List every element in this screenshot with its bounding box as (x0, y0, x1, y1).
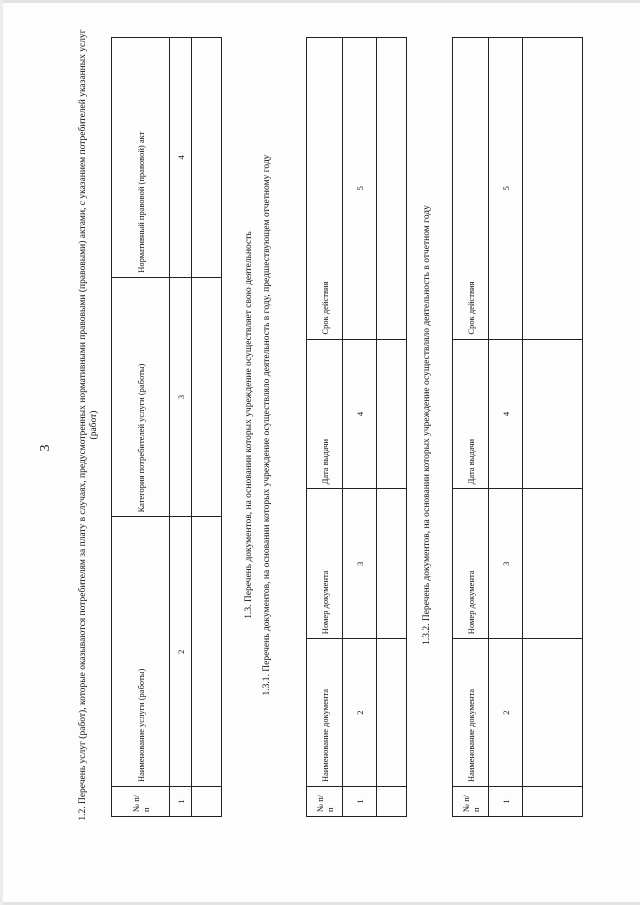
header-cell: Номер документа (453, 489, 489, 639)
empty-cell (523, 38, 583, 340)
empty-cell (523, 339, 583, 489)
number-cell: 1 (343, 787, 377, 817)
header-cell: Категория потребителей услуги (работы) (112, 277, 170, 517)
number-cell: 1 (489, 787, 523, 817)
header-cell: № п/п (453, 787, 489, 817)
header-cell: Дата выдачи (453, 339, 489, 489)
empty-cell (377, 38, 407, 340)
empty-cell (192, 38, 222, 278)
table-documents-current-year (452, 37, 583, 817)
empty-cell (377, 489, 407, 639)
empty-cell (523, 639, 583, 787)
empty-cell (377, 339, 407, 489)
header-cell: Дата выдачи (307, 339, 343, 489)
table-row-empty (523, 38, 583, 817)
table-documents-previous-year (306, 37, 407, 817)
table-number-row (170, 38, 192, 817)
table-paid-services (111, 37, 222, 817)
header-cell: № п/п (307, 787, 343, 817)
table-header-row (307, 38, 343, 817)
number-cell: 3 (489, 489, 523, 639)
empty-cell (377, 639, 407, 787)
empty-cell (192, 517, 222, 787)
empty-cell (523, 489, 583, 639)
table-header-row (112, 38, 170, 817)
header-cell: Наименование документа (453, 639, 489, 787)
empty-cell (192, 277, 222, 517)
table-header-row (453, 38, 489, 817)
header-cell: Номер документа (307, 489, 343, 639)
number-cell: 2 (170, 517, 192, 787)
empty-cell (523, 787, 583, 817)
header-cell: Наименование документа (307, 639, 343, 787)
table-row-empty (192, 38, 222, 817)
header-cell: Нормативный правовой (правовой) акт (112, 38, 170, 278)
number-cell: 4 (343, 339, 377, 489)
number-cell: 3 (343, 489, 377, 639)
header-cell: Срок действия (453, 38, 489, 340)
caption-1-2: 1.2. Перечень услуг (работ), которые оказываются потребителям за плату в случаях, предусмотренных нормативными правовыми (правовыми) актами, с указанием потребителей указанных услуг (работ) (78, 29, 99, 821)
header-cell: Срок действия (307, 38, 343, 340)
table-number-row (343, 38, 377, 817)
header-cell: Наименование услуги (работы) (112, 517, 170, 787)
table-row-empty (377, 38, 407, 817)
number-cell: 4 (489, 339, 523, 489)
table-number-row (489, 38, 523, 817)
empty-cell (377, 787, 407, 817)
header-cell: № п/п (112, 787, 170, 817)
page-number: 3 (38, 444, 53, 452)
number-cell: 4 (170, 38, 192, 278)
caption-1-3-1: 1.3.1. Перечень документов, на основании которых учреждение осуществляло деятельность в году, предшествующем отчетному году (262, 154, 272, 696)
number-cell: 3 (170, 277, 192, 517)
empty-cell (192, 787, 222, 817)
number-cell: 2 (343, 639, 377, 787)
number-cell: 2 (489, 639, 523, 787)
number-cell: 5 (343, 38, 377, 340)
number-cell: 5 (489, 38, 523, 340)
number-cell: 1 (170, 787, 192, 817)
caption-1-3: 1.3. Перечень документов, на основании которых учреждение осуществляет свою деятельность (244, 231, 254, 619)
caption-1-3-2: 1.3.2. Перечень документов, на основании которых учреждение осуществляло деятельность в отчетном году (422, 205, 432, 645)
